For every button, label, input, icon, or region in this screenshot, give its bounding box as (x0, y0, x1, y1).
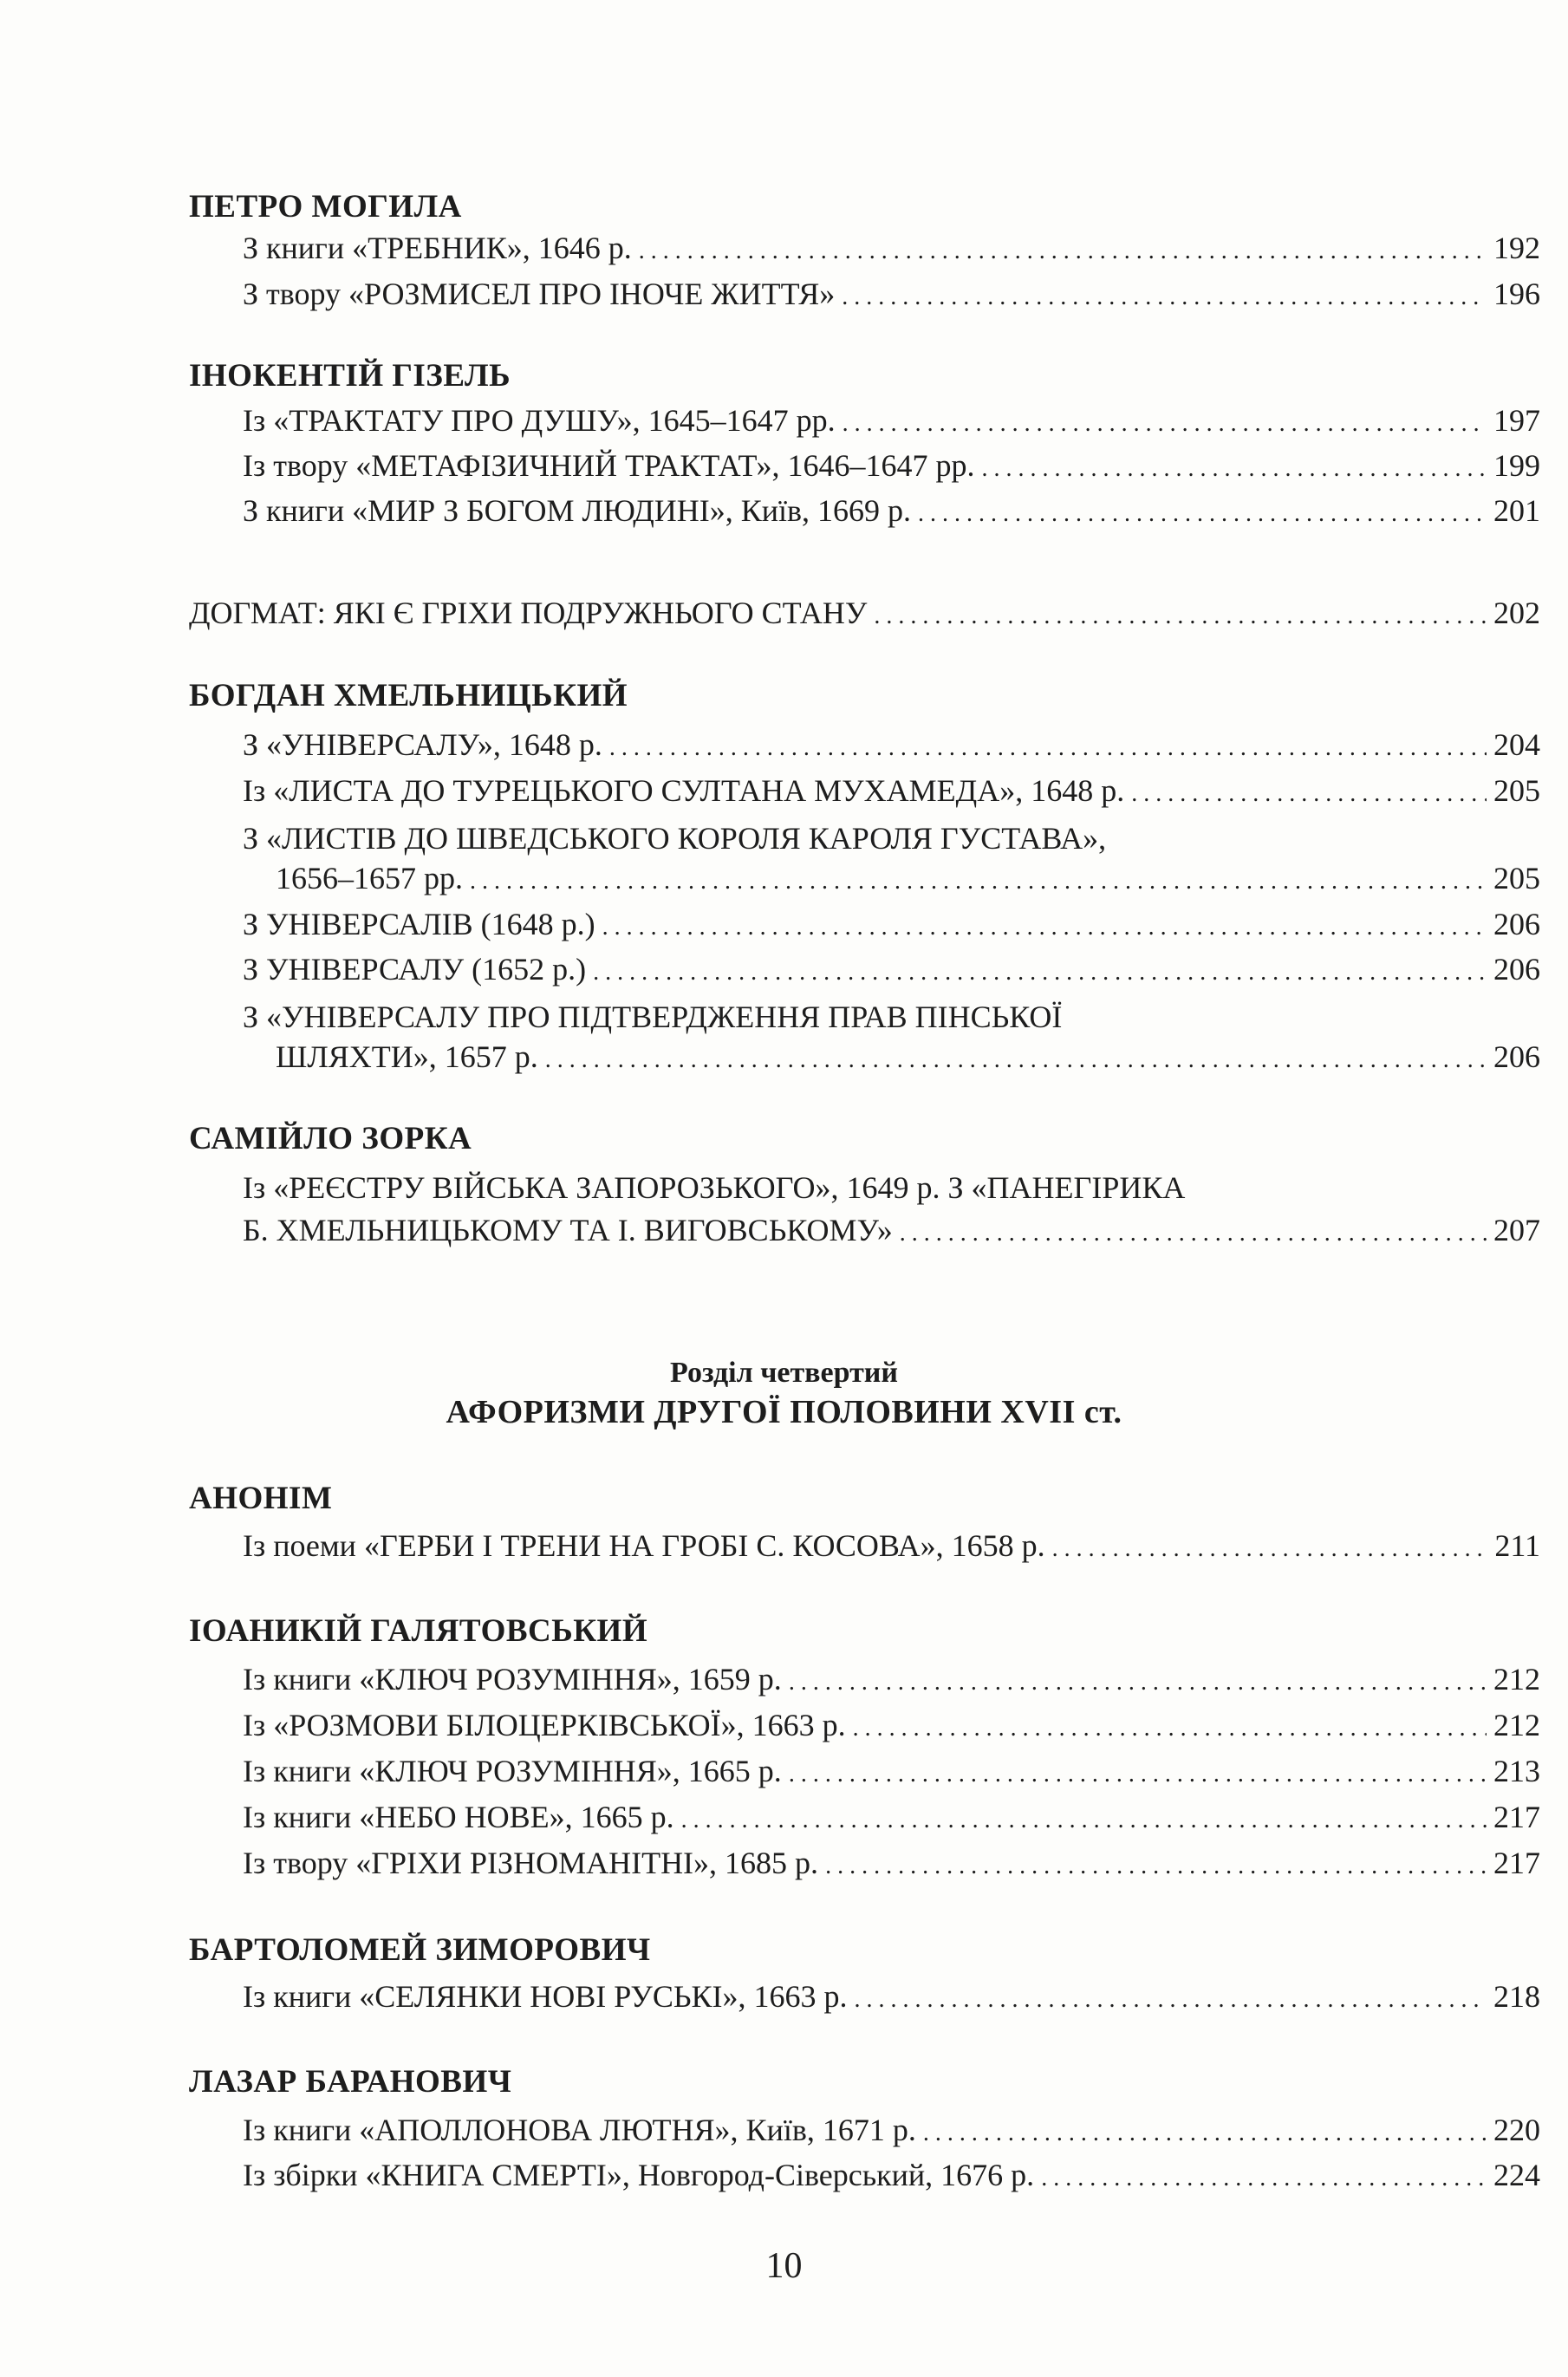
entry-page: 196 (1493, 277, 1540, 311)
entry-title: Із твору «МЕТАФІЗИЧНИЙ ТРАКТАТ», 1646–1647 рр. (243, 448, 975, 483)
dot-leader (602, 904, 1487, 948)
entry-page: 212 (1493, 1662, 1540, 1696)
entry-title: Із «ТРАКТАТУ ПРО ДУШУ», 1645–1647 рр. (243, 403, 836, 438)
entry-title: Із книги «АПОЛЛОНОВА ЛЮТНЯ», Київ, 1671 р. (243, 2113, 916, 2147)
entry-page: 211 (1494, 1528, 1540, 1563)
entry-title: Із книги «СЕЛЯНКИ НОВІ РУСЬКІ», 1663 р. (243, 1979, 848, 2014)
dot-leader (982, 446, 1487, 489)
entry-title: З «УНІВЕРСАЛУ», 1648 р. (243, 727, 602, 762)
toc-entry (243, 228, 1540, 271)
toc-entry (243, 1526, 1540, 1569)
dot-leader (825, 1843, 1487, 1886)
toc-entry (243, 1843, 1540, 1886)
entry-page: 217 (1493, 1846, 1540, 1880)
section-label: Розділ четвертий (670, 1357, 898, 1389)
dot-leader (789, 1659, 1487, 1703)
entry-title: Із «РОЗМОВИ БІЛОЦЕРКІВСЬКОЇ», 1663 р. (243, 1708, 846, 1742)
entry-page: 201 (1493, 493, 1540, 528)
entry-title: З УНІВЕРСАЛУ (1652 р.) (243, 952, 587, 987)
author-heading: ІОАНИКІЙ ГАЛЯТОВСЬКИЙ (189, 1613, 648, 1649)
dot-leader (681, 1797, 1487, 1840)
toc-entry (243, 1976, 1540, 2020)
toc-entry (243, 446, 1540, 489)
dot-leader (855, 1976, 1487, 2020)
entry-title-line: Із «РЕЄСТРУ ВІЙСЬКА ЗАПОРОЗЬКОГО», 1649 р. З «ПАНЕГІРИКА (243, 1170, 1186, 1205)
author-heading: ПЕТРО МОГИЛА (189, 189, 462, 225)
dot-leader (923, 2110, 1487, 2153)
dot-leader (593, 949, 1487, 993)
toc-entry (243, 2155, 1540, 2198)
entry-title: Із збірки «КНИГА СМЕРТІ», Новгород-Сіверський, 1676 р. (243, 2158, 1035, 2192)
dot-leader (874, 593, 1487, 636)
dot-leader (918, 491, 1487, 534)
toc-entry (243, 1210, 1540, 1254)
toc-entry (243, 771, 1540, 814)
toc-entry (276, 858, 1540, 902)
entry-page: 204 (1493, 727, 1540, 762)
entry-page: 217 (1493, 1800, 1540, 1834)
dot-leader (609, 725, 1487, 768)
entry-page: 206 (1493, 907, 1540, 941)
toc-entry (243, 2110, 1540, 2153)
entry-title: З книги «МИР З БОГОМ ЛЮДИНІ», Київ, 1669 р. (243, 493, 912, 528)
entry-page: 202 (1493, 596, 1540, 630)
dot-leader (900, 1210, 1487, 1254)
entry-page: 199 (1493, 448, 1540, 483)
toc-entry (243, 401, 1540, 444)
entry-page: 220 (1493, 2113, 1540, 2147)
dot-leader (1131, 771, 1487, 814)
toc-entry (243, 725, 1540, 768)
toc-entry (243, 904, 1540, 948)
author-heading: ІНОКЕНТІЙ ГІЗЕЛЬ (189, 358, 511, 394)
dot-leader (639, 228, 1487, 271)
entry-page: 218 (1493, 1979, 1540, 2014)
toc-entry (189, 593, 1540, 636)
dot-leader (853, 1705, 1487, 1749)
entry-page: 206 (1493, 952, 1540, 987)
dot-leader (1052, 1526, 1488, 1569)
entry-page: 206 (1493, 1039, 1540, 1074)
entry-page: 205 (1493, 773, 1540, 808)
dot-leader (843, 401, 1487, 444)
toc-entry (243, 274, 1540, 317)
author-heading: БАРТОЛОМЕЙ ЗИМОРОВИЧ (189, 1932, 651, 1968)
entry-title: ШЛЯХТИ», 1657 р. (276, 1039, 538, 1074)
entry-title-line: З «УНІВЕРСАЛУ ПРО ПІДТВЕРДЖЕННЯ ПРАВ ПІНСЬКОЇ (243, 1000, 1063, 1034)
page-number: 10 (765, 2246, 803, 2286)
author-heading: АНОНІМ (189, 1481, 333, 1516)
dot-leader (842, 274, 1487, 317)
entry-title: З УНІВЕРСАЛІВ (1648 р.) (243, 907, 595, 941)
entry-title: З книги «ТРЕБНИК», 1646 р. (243, 231, 632, 265)
dot-leader (789, 1751, 1487, 1794)
entry-title: Б. ХМЕЛЬНИЦЬКОМУ ТА І. ВИГОВСЬКОМУ» (243, 1213, 893, 1247)
entry-page: 197 (1493, 403, 1540, 438)
entry-title: ДОГМАТ: ЯКІ Є ГРІХИ ПОДРУЖНЬОГО СТАНУ (189, 596, 868, 630)
entry-page: 205 (1493, 861, 1540, 895)
toc-entry (243, 491, 1540, 534)
toc-entry (243, 1659, 1540, 1703)
entry-page: 224 (1493, 2158, 1540, 2192)
entry-title: З твору «РОЗМИСЕЛ ПРО ІНОЧЕ ЖИТТЯ» (243, 277, 836, 311)
dot-leader (545, 1037, 1487, 1080)
entry-title: Із книги «КЛЮЧ РОЗУМІННЯ», 1659 р. (243, 1662, 782, 1696)
author-heading: БОГДАН ХМЕЛЬНИЦЬКИЙ (189, 678, 628, 713)
toc-entry (243, 1705, 1540, 1749)
entry-page: 212 (1493, 1708, 1540, 1742)
toc-entry (243, 949, 1540, 993)
entry-title-line: З «ЛИСТІВ ДО ШВЕДСЬКОГО КОРОЛЯ КАРОЛЯ ГУСТАВА», (243, 821, 1107, 856)
entry-title: 1656–1657 рр. (276, 861, 463, 895)
toc-entry (243, 1797, 1540, 1840)
toc-entry (276, 1037, 1540, 1080)
entry-title: Із твору «ГРІХИ РІЗНОМАНІТНІ», 1685 р. (243, 1846, 819, 1880)
entry-page: 192 (1493, 231, 1540, 265)
dot-leader (1041, 2155, 1487, 2198)
entry-page: 213 (1493, 1754, 1540, 1788)
entry-page: 207 (1493, 1213, 1540, 1247)
entry-title: Із поеми «ГЕРБИ І ТРЕНИ НА ГРОБІ С. КОСОВА», 1658 р. (243, 1528, 1045, 1563)
entry-title: Із книги «НЕБО НОВЕ», 1665 р. (243, 1800, 674, 1834)
entry-title: Із «ЛИСТА ДО ТУРЕЦЬКОГО СУЛТАНА МУХАМЕДА», 1648 р. (243, 773, 1125, 808)
toc-entry (243, 1751, 1540, 1794)
author-heading: САМІЙЛО ЗОРКА (189, 1121, 472, 1156)
dot-leader (470, 858, 1487, 902)
author-heading: ЛАЗАР БАРАНОВИЧ (189, 2064, 512, 2100)
section-title: АФОРИЗМИ ДРУГОЇ ПОЛОВИНИ XVII ст. (446, 1394, 1122, 1430)
entry-title: Із книги «КЛЮЧ РОЗУМІННЯ», 1665 р. (243, 1754, 782, 1788)
